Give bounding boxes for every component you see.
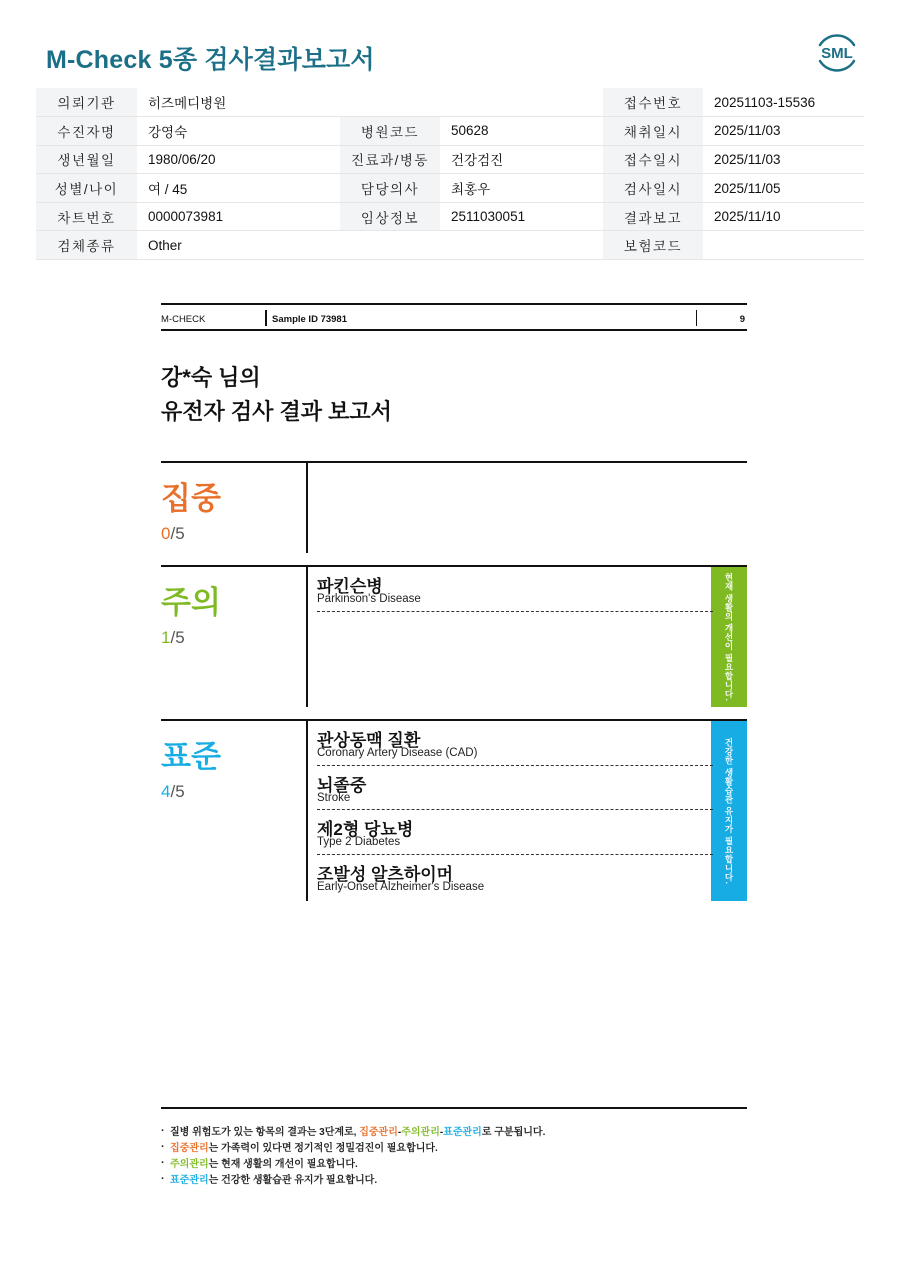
greeting-line-2: 유전자 검사 결과 보고서 xyxy=(161,399,392,424)
info-label: 결과보고 xyxy=(603,202,703,231)
info-label: 생년월일 xyxy=(36,145,137,174)
note-text: 질병 위험도가 있는 항목의 결과는 3단계로, xyxy=(170,1127,360,1138)
info-value: 최홍우 xyxy=(440,174,603,203)
info-row xyxy=(36,88,864,117)
disease-name-en: Coronary Artery Disease (CAD) xyxy=(317,747,478,759)
info-value: 2025/11/05 xyxy=(703,174,864,203)
info-value: 2025/11/03 xyxy=(703,117,864,146)
empty-cell xyxy=(440,88,603,117)
info-label: 접수일시 xyxy=(603,145,703,174)
section-count xyxy=(161,628,185,648)
report-brand: M-CHECK xyxy=(161,314,206,325)
note-line: · 질병 위험도가 있는 항목의 결과는 3단계로, 집중관리-주의관리-표준관리로 구분됩니다. xyxy=(161,1125,546,1138)
disease-name-en: Type 2 Diabetes xyxy=(317,836,401,848)
info-label: 병원코드 xyxy=(340,117,440,146)
info-value: 1980/06/20 xyxy=(137,145,340,174)
logo-text: SML xyxy=(821,45,853,62)
section-count xyxy=(161,782,185,802)
count-total: /5 xyxy=(170,628,185,647)
info-value: 건강검진 xyxy=(440,145,603,174)
info-value: 2025/11/10 xyxy=(703,202,864,231)
focus-tag: 집중관리 xyxy=(359,1127,398,1138)
standard-tag: 표준관리 xyxy=(170,1175,209,1186)
note-text: - xyxy=(397,1127,402,1138)
info-label: 의뢰기관 xyxy=(36,88,137,117)
disease-name-kr: 뇌졸중 xyxy=(317,775,367,795)
count-value: 4 xyxy=(161,782,171,801)
caution-tag: 주의관리 xyxy=(401,1127,440,1138)
info-row xyxy=(36,117,864,146)
section-title: 집중 xyxy=(161,481,221,516)
section-divider xyxy=(306,567,308,707)
info-label: 담당의사 xyxy=(340,174,440,203)
info-value xyxy=(703,231,864,260)
info-value: 히즈메디병원 xyxy=(137,88,340,117)
info-value: 여 / 45 xyxy=(137,174,340,203)
disease-name-kr: 파킨슨병 xyxy=(317,577,383,596)
info-label: 검사일시 xyxy=(603,174,703,203)
disease-item xyxy=(317,855,713,900)
info-label: 진료과/병동 xyxy=(340,145,440,174)
header-divider xyxy=(265,310,267,326)
info-value: 2025/11/03 xyxy=(703,145,864,174)
header-divider xyxy=(696,310,697,326)
sml-logo xyxy=(812,28,862,78)
legend-notes xyxy=(161,1107,747,1189)
disease-name-en: Parkinson's Disease xyxy=(317,593,421,605)
disease-name-kr: 조발성 알츠하이머 xyxy=(317,864,454,884)
disease-name-kr: 제2형 당뇨병 xyxy=(317,820,414,839)
patient-info-table xyxy=(36,88,864,260)
section-side-banner xyxy=(711,721,747,901)
focus-tag: 집중관리 xyxy=(170,1143,209,1154)
empty-cell xyxy=(440,231,603,260)
info-row xyxy=(36,145,864,174)
standard-tag: 표준관리 xyxy=(443,1127,482,1138)
section-title: 표준 xyxy=(161,739,221,774)
info-row xyxy=(36,202,864,231)
side-banner-text: 현재 생활의 개선이 필요합니다. xyxy=(724,572,734,702)
section-divider xyxy=(306,721,308,901)
info-label: 채취일시 xyxy=(603,117,703,146)
info-value: 0000073981 xyxy=(137,202,340,231)
section-count xyxy=(161,524,185,544)
info-value: 2511030051 xyxy=(440,202,603,231)
section-side-banner xyxy=(711,567,747,707)
section-divider xyxy=(306,463,308,553)
note-line: · 집중관리는 가족력이 있다면 정기적인 정밀검진이 필요합니다. xyxy=(161,1141,438,1154)
page-number: 9 xyxy=(739,314,745,325)
info-value: 강영숙 xyxy=(137,117,340,146)
info-label: 검체종류 xyxy=(36,231,137,260)
empty-cell xyxy=(340,231,440,260)
caution-tag: 주의관리 xyxy=(170,1159,209,1170)
info-label: 차트번호 xyxy=(36,202,137,231)
note-text: 로 구분됩니다. xyxy=(481,1127,546,1138)
section-focus xyxy=(161,461,747,551)
note-line: · 주의관리는 현재 생활의 개선이 필요합니다. xyxy=(161,1157,358,1170)
note-text: 는 가족력이 있다면 정기적인 정밀검진이 필요합니다. xyxy=(208,1143,438,1154)
report-header xyxy=(161,303,747,331)
info-row xyxy=(36,174,864,203)
info-label: 보험코드 xyxy=(603,231,703,260)
info-row xyxy=(36,231,864,260)
disease-name-kr: 관상동맥 질환 xyxy=(317,731,421,750)
section-standard xyxy=(161,719,747,899)
info-value: 20251103-15536 xyxy=(703,88,864,117)
disease-name-en: Stroke xyxy=(317,791,351,804)
page-title: M-Check 5종 검사결과보고서 xyxy=(46,46,375,74)
disease-name-en: Early-Onset Alzheimer's Disease xyxy=(317,880,485,893)
info-value: Other xyxy=(137,231,340,260)
greeting-line-1: 강*숙 님의 xyxy=(161,365,261,390)
note-line: · 표준관리는 건강한 생활습관 유지가 필요합니다. xyxy=(161,1173,378,1186)
info-label: 수진자명 xyxy=(36,117,137,146)
section-title: 주의 xyxy=(161,585,221,620)
section-caution xyxy=(161,565,747,705)
disease-item xyxy=(317,567,713,612)
info-label: 성별/나이 xyxy=(36,174,137,203)
note-text: - xyxy=(439,1127,444,1138)
report-greeting xyxy=(161,361,392,429)
disease-item xyxy=(317,810,713,855)
note-text: 는 현재 생활의 개선이 필요합니다. xyxy=(208,1159,358,1170)
sample-id: Sample ID 73981 xyxy=(272,314,347,325)
disease-item xyxy=(317,766,713,811)
info-label: 접수번호 xyxy=(603,88,703,117)
note-text: 는 건강한 생활습관 유지가 필요합니다. xyxy=(208,1175,378,1186)
count-value: 0 xyxy=(161,524,171,543)
count-total: /5 xyxy=(170,782,185,801)
info-value: 50628 xyxy=(440,117,603,146)
info-label: 임상정보 xyxy=(340,202,440,231)
empty-cell xyxy=(340,88,440,117)
side-banner-text: 건강한 생활습관 유지가 필요합니다. xyxy=(724,737,734,885)
count-value: 1 xyxy=(161,628,171,647)
count-total: /5 xyxy=(170,524,185,543)
disease-item xyxy=(317,721,713,766)
